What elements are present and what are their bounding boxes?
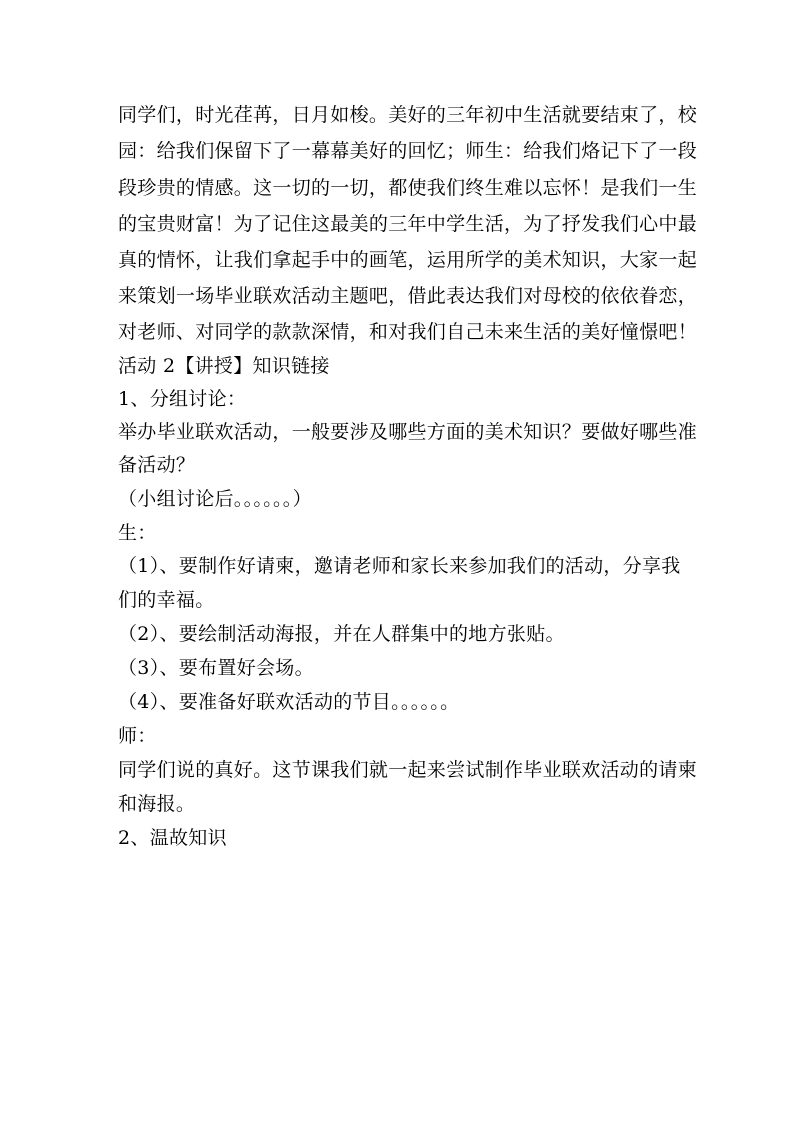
student-point-4: （4）、要准备好联欢活动的节目。。。。。。 xyxy=(118,691,460,713)
intro-line-6: 来策划一场毕业联欢活动主题吧，借此表达我们对母校的依依眷恋， xyxy=(118,285,698,307)
section1-heading: 1、分组讨论： xyxy=(118,388,247,410)
intro-line-7: 对老师、对同学的款款深情，和对我们自己未来生活的美好憧憬吧！ xyxy=(118,321,698,343)
intro-line-2: 园：给我们保留下了一幕幕美好的回忆；师生：给我们烙记下了一段 xyxy=(118,140,698,162)
student-label: 生： xyxy=(118,522,157,544)
question-line-2: 备活动？ xyxy=(118,454,196,476)
teacher-line-2: 和海报。 xyxy=(118,793,196,815)
section2-heading: 2、温故知识 xyxy=(118,827,227,849)
teacher-label: 师： xyxy=(118,725,157,747)
student-point-2: （2）、要绘制活动海报，并在人群集中的地方张贴。 xyxy=(118,623,565,645)
student-point-1b: 们的幸福。 xyxy=(118,589,215,611)
intro-line-3: 段珍贵的情感。这一切的一切，都使我们终生难以忘怀！是我们一生 xyxy=(118,177,698,199)
student-point-3: （3）、要布置好会场。 xyxy=(118,657,314,679)
discussion-note: （小组讨论后。。。。。。） xyxy=(118,488,312,510)
student-point-1a: （1）、要制作好请柬，邀请老师和家长来参加我们的活动，分享我 xyxy=(118,555,681,577)
question-line-1: 举办毕业联欢活动，一般要涉及哪些方面的美术知识？要做好哪些准 xyxy=(118,421,698,443)
activity-heading: 活动 2【讲授】知识链接 xyxy=(118,355,330,377)
intro-line-4: 的宝贵财富！为了记住这最美的三年中学生活，为了抒发我们心中最 xyxy=(118,213,698,235)
intro-line-1: 同学们，时光荏苒，日月如梭。美好的三年初中生活就要结束了，校 xyxy=(118,104,698,126)
teacher-line-1: 同学们说的真好。这节课我们就一起来尝试制作毕业联欢活动的请柬 xyxy=(118,759,698,781)
intro-line-5: 真的情怀，让我们拿起手中的画笔，运用所学的美术知识，大家一起 xyxy=(118,249,698,271)
